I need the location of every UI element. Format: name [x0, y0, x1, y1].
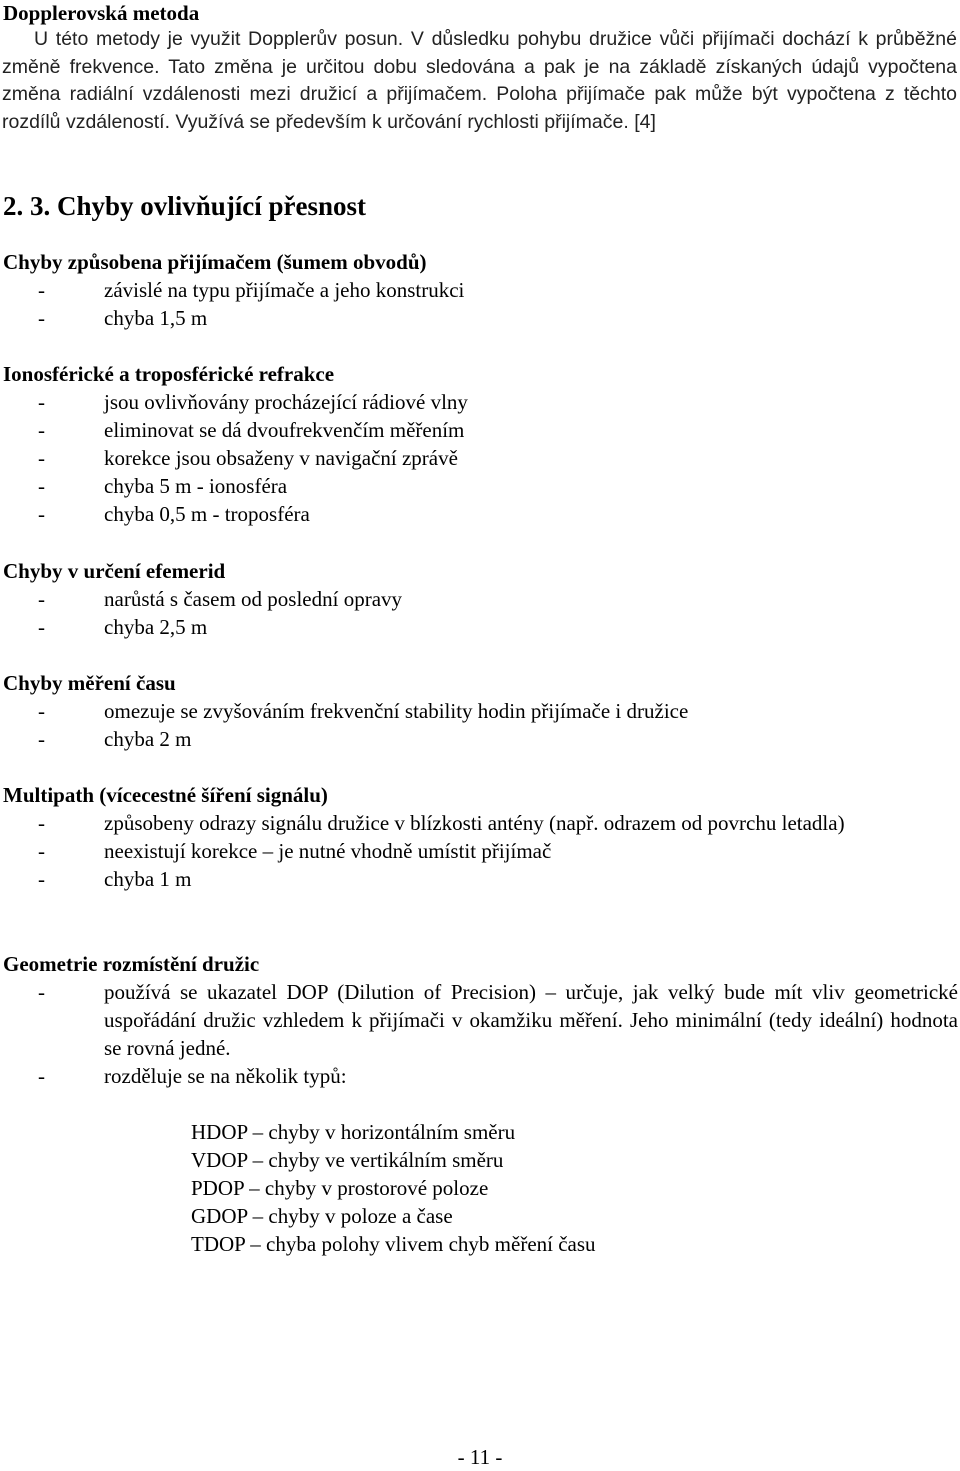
bullet-dash: -: [38, 727, 45, 751]
bullet-dash: -: [38, 839, 45, 863]
dop-type-item: PDOP – chyby v prostorové poloze: [191, 1176, 489, 1200]
list-item-text: jsou ovlivňovány procházející rádiové vlny: [104, 390, 468, 414]
list-item: [3, 416, 958, 444]
list-item: [3, 585, 958, 613]
error-block-multipath: [3, 781, 958, 893]
list-item-text: závislé na typu přijímače a jeho konstrukci: [104, 278, 465, 302]
bullet-dash: -: [38, 1064, 45, 1088]
bullet-dash: -: [38, 811, 45, 835]
list-item-text: používá se ukazatel DOP (Dilution of Precision) – určuje, jak velký bude mít vliv geometrické uspořádání družic vzhledem k přijímači v okamžiku měření. Jeho minimální (tedy ideální) hodnota se rovná jedné.: [104, 980, 958, 1060]
list-item: [3, 613, 958, 641]
bullet-dash: -: [38, 390, 45, 414]
bullet-dash: -: [38, 278, 45, 302]
list-item: [3, 809, 958, 837]
list-item-text: omezuje se zvyšováním frekvenční stability hodin přijímače i družice: [104, 699, 689, 723]
list-item-text: chyba 5 m - ionosféra: [104, 474, 288, 498]
bullet-dash: -: [38, 474, 45, 498]
block-title: Ionosférické a troposférické refrakce: [3, 362, 335, 386]
bullet-dash: -: [38, 867, 45, 891]
dop-type-item: HDOP – chyby v horizontálním směru: [191, 1120, 516, 1144]
list-item-text: korekce jsou obsaženy v navigační zprávě: [104, 446, 458, 470]
section-heading: 2. 3. Chyby ovlivňující přesnost: [3, 191, 367, 221]
doppler-paragraph-text: U této metody je využit Dopplerův posun. V důsledku pohybu družice vůči přijímači dochází k průběžné změně frekvence. Tato změna je určitou dobu sledována a pak je na základě získaných údajů vypočtena změna radiální vzdálenosti mezi družicí a přijímačem. Poloha přijímače pak může být vypočtena z těchto rozdílů vzdáleností. Využívá se především k určování rychlosti přijímače. [4]: [2, 28, 957, 134]
bullet-dash: -: [38, 615, 45, 639]
error-block-receiver: [3, 248, 958, 332]
bullet-dash: -: [38, 587, 45, 611]
block-title: Chyby měření času: [3, 671, 176, 695]
error-block-ephemeris: [3, 557, 958, 641]
list-item: [3, 472, 958, 500]
doppler-heading: Dopplerovská metoda: [3, 1, 200, 25]
list-item: [3, 697, 958, 725]
list-item-text: chyba 1 m: [104, 867, 192, 891]
dop-types-list: [191, 1118, 596, 1258]
block-title: Geometrie rozmístění družic: [3, 952, 260, 976]
bullet-dash: -: [38, 418, 45, 442]
doppler-paragraph: [2, 26, 957, 137]
list-item-text: rozděluje se na několik typů:: [104, 1064, 347, 1088]
list-item-text: narůstá s časem od poslední opravy: [104, 587, 403, 611]
dop-type-item: TDOP – chyba polohy vlivem chyb měření času: [191, 1232, 596, 1256]
list-item: [3, 388, 958, 416]
error-block-refraction: [3, 360, 958, 528]
list-item-text: chyba 2 m: [104, 727, 192, 751]
block-title: Chyby v určení efemerid: [3, 559, 226, 583]
list-item: [3, 865, 958, 893]
list-item-text: chyba 1,5 m: [104, 306, 208, 330]
block-title: Multipath (vícecestné šíření signálu): [3, 783, 328, 807]
list-item: [3, 276, 958, 304]
bullet-dash: -: [38, 980, 45, 1004]
dop-type-item: VDOP – chyby ve vertikálním směru: [191, 1148, 504, 1172]
list-item: [3, 304, 958, 332]
list-item-text: neexistují korekce – je nutné vhodně umístit přijímač: [104, 839, 552, 863]
dop-type-item: GDOP – chyby v poloze a čase: [191, 1204, 453, 1228]
list-item-text: způsobeny odrazy signálu družice v blízkosti antény (např. odrazem od povrchu letadla): [104, 811, 845, 835]
list-item: [3, 500, 958, 528]
error-block-time: [3, 669, 958, 753]
bullet-dash: -: [38, 502, 45, 526]
list-item: [3, 837, 958, 865]
list-item: [3, 978, 958, 1062]
bullet-dash: -: [38, 699, 45, 723]
block-title: Chyby způsobena přijímačem (šumem obvodů): [3, 250, 427, 274]
bullet-dash: -: [38, 446, 45, 470]
list-item-text: chyba 0,5 m - troposféra: [104, 502, 310, 526]
list-item: [3, 725, 958, 753]
list-item-text: eliminovat se dá dvoufrekvenčím měřením: [104, 418, 465, 442]
page-number: - 11 -: [457, 1445, 503, 1469]
list-item-text: chyba 2,5 m: [104, 615, 208, 639]
list-item: [3, 444, 958, 472]
error-block-geometry: [3, 950, 958, 1090]
list-item: [3, 1062, 958, 1090]
bullet-dash: -: [38, 306, 45, 330]
